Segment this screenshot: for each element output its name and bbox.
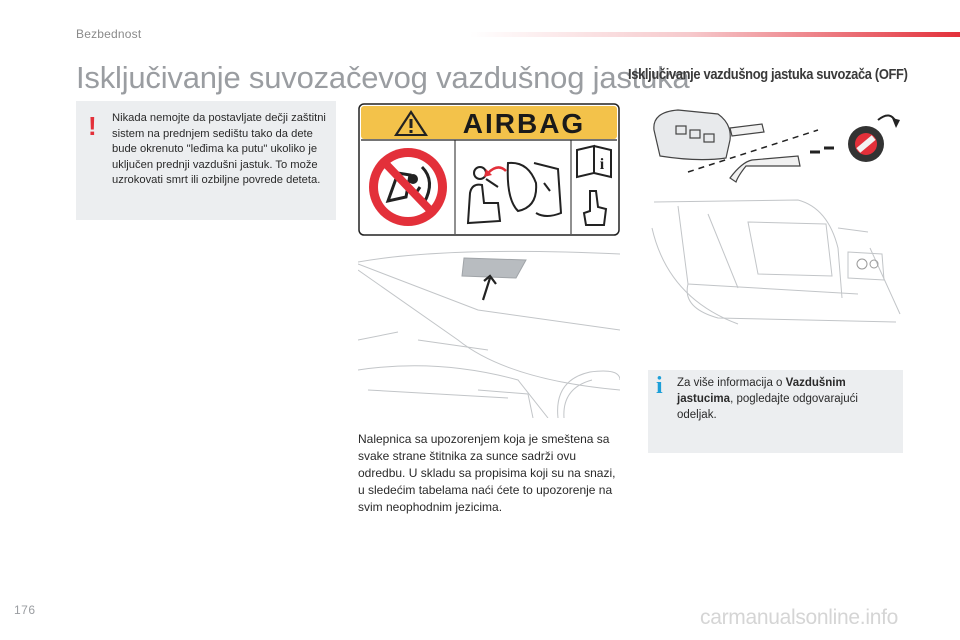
info-icon: i	[656, 373, 663, 399]
info-prefix: Za više informacija o	[677, 377, 786, 389]
info-suffix: , pogledajte odgovarajući odeljak.	[677, 393, 858, 421]
warning-box	[76, 101, 336, 220]
no-rear-facing-seat-icon	[369, 148, 447, 226]
warning-sticker-shape	[462, 258, 526, 278]
section-label: Bezbednost	[76, 27, 142, 41]
sticker-caption: Nalepnica sa upozorenjem koja je smeštena sa svake strane štitnika za sunce sadrži ovu odredbu. U skladu sa propisima koji su na snazi, u sledećim tabelama naći ćete to upozorenje na svim neophodnim jezicima.	[358, 432, 616, 514]
airbag-label-text: AIRBAG	[462, 108, 586, 139]
page-title: Isključivanje suvozačevog vazdušnog jastuka	[76, 60, 690, 95]
info-text	[677, 375, 897, 423]
header-rule	[470, 32, 960, 37]
exclamation-icon: !	[88, 111, 97, 141]
airbag-warning-label	[358, 103, 620, 236]
section-subtitle: Isključivanje vazdušnog jastuka suvozača (OFF)	[628, 66, 908, 83]
info-box	[648, 370, 903, 453]
page-number: 176	[14, 603, 36, 617]
sun-visor-illustration	[358, 240, 620, 418]
key-switch-illustration	[648, 100, 904, 185]
glovebox-illustration	[648, 188, 904, 326]
arrow-up-icon	[483, 276, 496, 300]
warning-text: Nikada nemojte da postavljate dečji zaštitni sistem na prednjem sedištu tako da dete bude okrenuto "leđima ka putu" ukoliko je uključen prednji vazdušni jastuk. To može uzrokovati smrt ili ozbiljne povrede deteta.	[112, 112, 326, 186]
svg-text:i: i	[599, 156, 605, 173]
info-link-text: Vazdušnim jastucima	[677, 377, 846, 405]
watermark: carmanualsonline.info	[700, 606, 898, 629]
airbag-switch-icon	[848, 126, 884, 162]
